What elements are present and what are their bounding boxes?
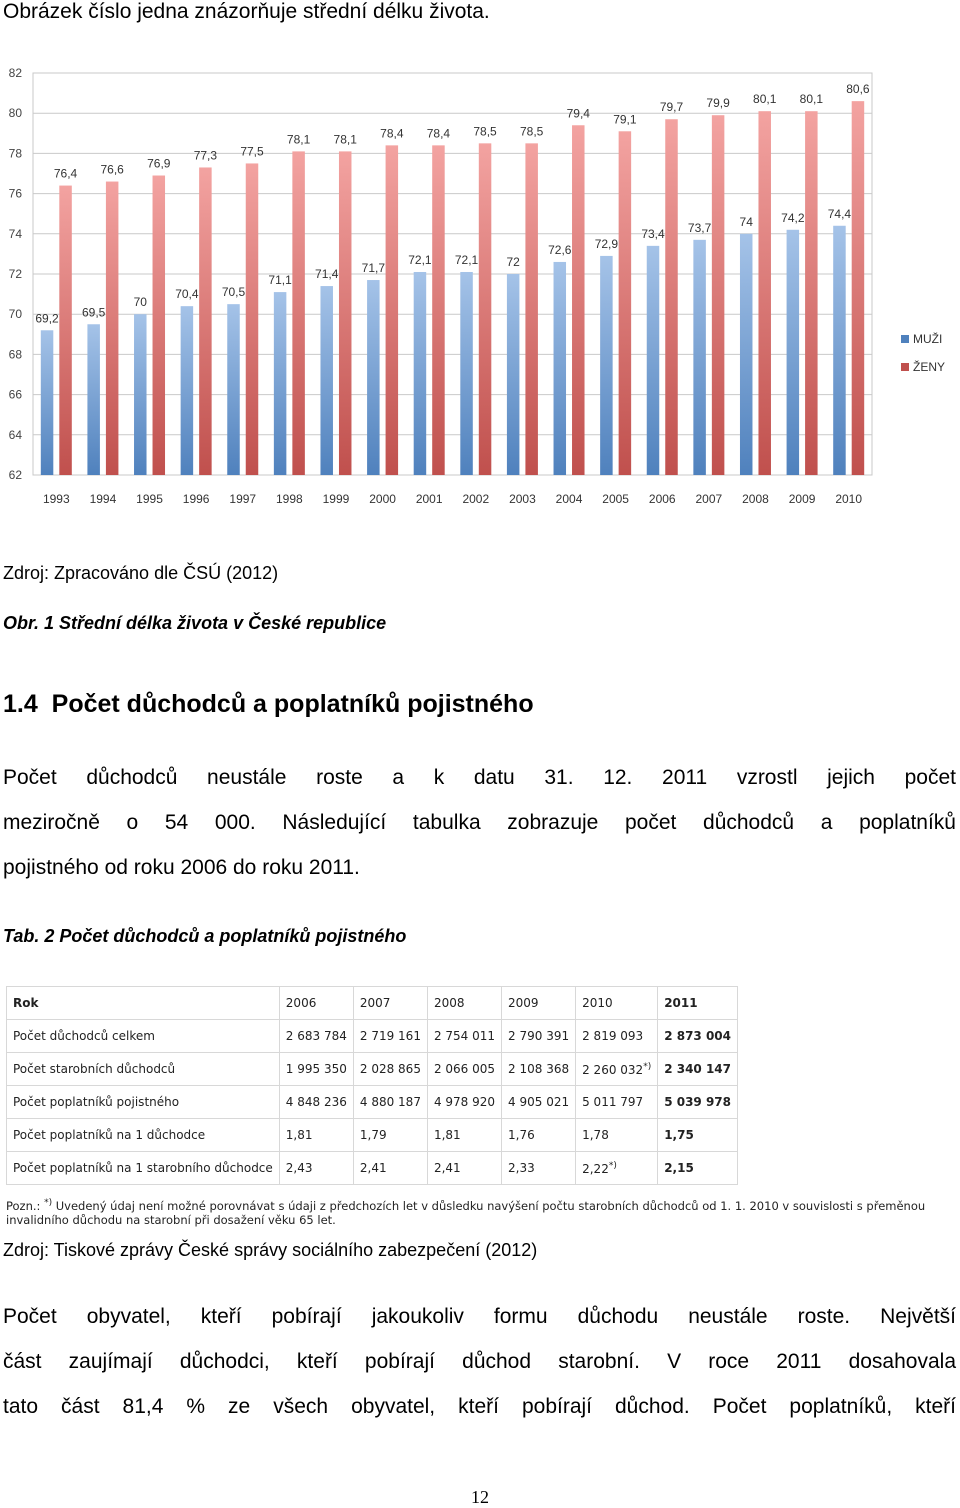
- data-label: 78,1: [333, 132, 357, 147]
- figure-caption: Obr. 1 Střední délka života v České republice: [3, 613, 387, 633]
- table-caption: Tab. 2 Počet důchodců a poplatníků pojistného: [3, 926, 407, 946]
- bar-muzi: [414, 272, 427, 475]
- pension-table-figure: [4, 984, 958, 1228]
- y-tick-label: 62: [8, 468, 22, 482]
- table-header-cell: 2011: [658, 987, 738, 1020]
- data-label: 70,4: [175, 287, 199, 302]
- table-header-row: [7, 987, 738, 1020]
- bar-zeny: [525, 143, 538, 475]
- table-cell: 4 905 021: [502, 1086, 576, 1119]
- bar-muzi: [600, 256, 613, 475]
- row-label: Počet poplatníků pojistného: [7, 1086, 280, 1119]
- paragraph-line: pojistného od roku 2006 do roku 2011.: [3, 856, 360, 879]
- table-cell: 4 880 187: [353, 1086, 427, 1119]
- table-row: [7, 1020, 738, 1053]
- x-tick-label: 1994: [89, 492, 117, 506]
- data-label: 79,9: [706, 96, 730, 111]
- data-label: 69,2: [35, 311, 59, 326]
- data-label: 79,7: [659, 100, 684, 115]
- data-label: 71,1: [268, 273, 292, 288]
- life-expectancy-chart: [0, 55, 960, 515]
- bar-muzi: [507, 274, 519, 475]
- table-cell: 1,76: [502, 1119, 576, 1152]
- intro-text: Obrázek číslo jedna znázorňuje střední délku života.: [3, 0, 490, 23]
- legend-label: MUŽI: [913, 332, 943, 346]
- bar-zeny: [339, 151, 352, 475]
- paragraph-line: část zaujímají důchodci, kteří pobírají důchod starobní. V roce 2011 dosahovala: [3, 1350, 956, 1373]
- bar-muzi: [134, 314, 147, 475]
- data-label: 77,3: [193, 148, 218, 163]
- data-label: 79,1: [613, 112, 637, 127]
- data-label: 70,5: [221, 285, 246, 300]
- bar-muzi: [460, 272, 473, 475]
- row-label: Počet důchodců celkem: [7, 1020, 280, 1053]
- y-tick-label: 72: [8, 267, 22, 281]
- data-label: 72,1: [408, 252, 432, 267]
- bar-zeny: [246, 163, 259, 475]
- data-label: 71,7: [361, 261, 386, 276]
- table-cell: 4 978 920: [427, 1086, 501, 1119]
- cell-value: 2,22: [582, 1161, 609, 1176]
- table-source: Zdroj: Tiskové zprávy České správy sociálního zabezpečení (2012): [3, 1240, 538, 1260]
- row-label: Počet poplatníků na 1 starobního důchodce: [7, 1152, 280, 1185]
- table-cell: 1,79: [353, 1119, 427, 1152]
- paragraph-line: tato část 81,4 % ze všech obyvatel, kteří pobírají důchod. Počet poplatníků, kteří: [3, 1395, 956, 1418]
- table-cell: 2,41: [353, 1152, 427, 1185]
- bar-zeny: [712, 115, 725, 475]
- x-tick-label: 2007: [695, 492, 723, 506]
- table-cell: 2 028 865: [353, 1053, 427, 1086]
- table-header-cell: 2006: [279, 987, 353, 1020]
- legend-label: ŽENY: [913, 360, 946, 374]
- table-row: [7, 1119, 738, 1152]
- x-tick-label: 2008: [742, 492, 769, 506]
- footnote-mark: *): [44, 1198, 53, 1208]
- bar-muzi: [181, 306, 194, 475]
- data-label: 80,1: [753, 92, 777, 107]
- bar-muzi: [41, 330, 54, 475]
- bar-muzi: [554, 262, 567, 475]
- table-cell: 2 790 391: [502, 1020, 576, 1053]
- table-cell: 1,81: [427, 1119, 501, 1152]
- bar-zeny: [199, 167, 212, 475]
- y-tick-label: 70: [8, 307, 22, 322]
- note-prefix: Pozn.:: [6, 1198, 41, 1213]
- table-cell: 1,78: [576, 1119, 658, 1152]
- data-label: 70: [133, 295, 147, 310]
- table-header-cell: 2008: [427, 987, 501, 1020]
- table-cell: 2 819 093: [576, 1020, 658, 1053]
- table-cell: [576, 1152, 658, 1185]
- data-label: 79,4: [566, 106, 590, 121]
- x-tick-label: 2010: [835, 492, 863, 506]
- table-cell: 2,15: [658, 1152, 738, 1185]
- data-label: 78,1: [286, 132, 311, 147]
- table-cell: 2,33: [502, 1152, 576, 1185]
- table-cell: 2,41: [427, 1152, 501, 1185]
- row-label: Počet poplatníků na 1 důchodce: [7, 1119, 280, 1152]
- x-tick-label: 2009: [788, 492, 816, 506]
- bar-zeny: [432, 145, 445, 475]
- x-tick-label: 1998: [276, 492, 303, 506]
- data-label: 72: [506, 255, 520, 269]
- chart-source: Zdroj: Zpracováno dle ČSÚ (2012): [3, 563, 279, 583]
- data-label: 72,1: [454, 252, 479, 267]
- data-label: 74,4: [827, 206, 852, 221]
- table-note: [6, 1196, 958, 1227]
- y-tick-label: 64: [8, 427, 22, 442]
- bar-muzi: [227, 304, 240, 475]
- bar-muzi: [787, 230, 800, 475]
- bar-zeny: [106, 182, 119, 475]
- bar-muzi: [320, 286, 333, 475]
- bar-muzi: [274, 292, 287, 475]
- table-cell: 2 683 784: [279, 1020, 353, 1053]
- x-tick-label: 2004: [555, 492, 583, 506]
- table-cell: 1,75: [658, 1119, 738, 1152]
- x-tick-label: 2000: [369, 492, 396, 506]
- data-label: 78,4: [380, 126, 404, 141]
- paragraph-line: Počet důchodců neustále roste a k datu 31. 12. 2011 vzrostl jejich počet: [3, 766, 956, 789]
- data-label: 76,4: [53, 166, 78, 181]
- bar-muzi: [693, 240, 706, 475]
- data-label: 78,4: [426, 126, 451, 141]
- y-tick-label: 68: [8, 347, 22, 362]
- x-tick-label: 1997: [229, 492, 257, 506]
- y-tick-label: 76: [8, 186, 22, 201]
- y-tick-label: 74: [8, 226, 22, 241]
- table-cell: 2,43: [279, 1152, 353, 1185]
- data-label: 78,5: [519, 124, 544, 139]
- data-label: 74: [739, 214, 753, 229]
- x-tick-label: 1995: [136, 492, 163, 506]
- bar-zeny: [59, 186, 72, 475]
- table-cell: 2 719 161: [353, 1020, 427, 1053]
- x-tick-label: 2002: [462, 492, 490, 506]
- bar-zeny: [479, 143, 492, 475]
- note-text: Uvedený údaj není možné porovnávat s údaji z předchozích let v důsledku navýšení počtu starobních důchodců od 1. 1. 2010 v souvislosti s přeměnou invalidního důchodu na starobní při dosažení věku 65 let.: [6, 1198, 926, 1227]
- table-header-cell: 2009: [502, 987, 576, 1020]
- footnote-mark: *): [608, 1160, 617, 1171]
- legend-swatch: [901, 335, 909, 343]
- pension-table: [6, 986, 738, 1185]
- bar-zeny: [805, 111, 818, 475]
- table-cell: 2 066 005: [427, 1053, 501, 1086]
- bar-zeny: [665, 119, 678, 475]
- table-cell: 2 108 368: [502, 1053, 576, 1086]
- bar-zeny: [386, 145, 399, 475]
- bar-zeny: [619, 131, 632, 475]
- bar-zeny: [852, 101, 865, 475]
- bar-zeny: [572, 125, 585, 475]
- data-label: 72,6: [548, 242, 572, 257]
- legend-swatch: [901, 363, 909, 371]
- data-label: 73,7: [687, 220, 712, 235]
- table-header-cell: 2007: [353, 987, 427, 1020]
- table-header-cell: 2010: [576, 987, 658, 1020]
- page-number: 12: [471, 1487, 489, 1507]
- bar-muzi: [833, 226, 846, 475]
- x-tick-label: 1999: [322, 492, 350, 506]
- data-label: 80,1: [799, 92, 824, 107]
- data-label: 69,5: [81, 305, 106, 320]
- data-label: 74,2: [781, 210, 805, 225]
- data-label: 71,4: [315, 267, 339, 282]
- x-tick-label: 1996: [182, 492, 210, 506]
- bar-zeny: [292, 151, 305, 475]
- data-label: 80,6: [846, 82, 870, 97]
- data-label: 76,6: [100, 162, 124, 177]
- y-tick-label: 80: [8, 106, 22, 121]
- table-cell: 1 995 350: [279, 1053, 353, 1086]
- paragraph-line: Počet obyvatel, kteří pobírají jakoukoliv formu důchodu neustále roste. Největší: [3, 1305, 956, 1328]
- y-tick-label: 78: [8, 146, 22, 161]
- bar-muzi: [647, 246, 660, 475]
- data-label: 76,9: [147, 156, 171, 171]
- data-label: 77,5: [240, 144, 264, 159]
- x-tick-label: 2006: [648, 492, 676, 506]
- row-label: Počet starobních důchodců: [7, 1053, 280, 1086]
- x-tick-label: 2001: [415, 492, 443, 506]
- data-label: 78,5: [473, 124, 497, 139]
- bar-muzi: [87, 324, 100, 475]
- x-tick-label: 2003: [509, 492, 536, 506]
- table-cell: 2 754 011: [427, 1020, 501, 1053]
- data-label: 72,9: [594, 236, 619, 251]
- table-cell: 4 848 236: [279, 1086, 353, 1119]
- y-tick-label: 82: [8, 66, 22, 80]
- x-tick-label: 1993: [42, 492, 70, 506]
- data-label: 73,4: [641, 226, 665, 241]
- paragraph-line: meziročně o 54 000. Následující tabulka zobrazuje počet důchodců a poplatníků: [3, 811, 956, 834]
- x-tick-label: 2005: [602, 492, 629, 506]
- table-row: [7, 1152, 738, 1185]
- table-header-cell: Rok: [7, 987, 280, 1020]
- bar-zeny: [758, 111, 771, 475]
- table-cell: 2 873 004: [658, 1020, 738, 1053]
- y-tick-label: 66: [8, 387, 22, 402]
- table-cell: 5 039 978: [658, 1086, 738, 1119]
- bar-muzi: [740, 234, 753, 475]
- bar-zeny: [153, 176, 166, 475]
- table-cell: 5 011 797: [576, 1086, 658, 1119]
- footnote-mark: *): [643, 1061, 652, 1072]
- table-row: [7, 1086, 738, 1119]
- table-row: [7, 1053, 738, 1086]
- cell-value: 2 260 032: [582, 1062, 644, 1077]
- bar-muzi: [367, 280, 380, 475]
- table-cell: 1,81: [279, 1119, 353, 1152]
- table-cell: [576, 1053, 658, 1086]
- section-heading: 1.4 Počet důchodců a poplatníků pojistného: [3, 690, 534, 718]
- table-cell: 2 340 147: [658, 1053, 738, 1086]
